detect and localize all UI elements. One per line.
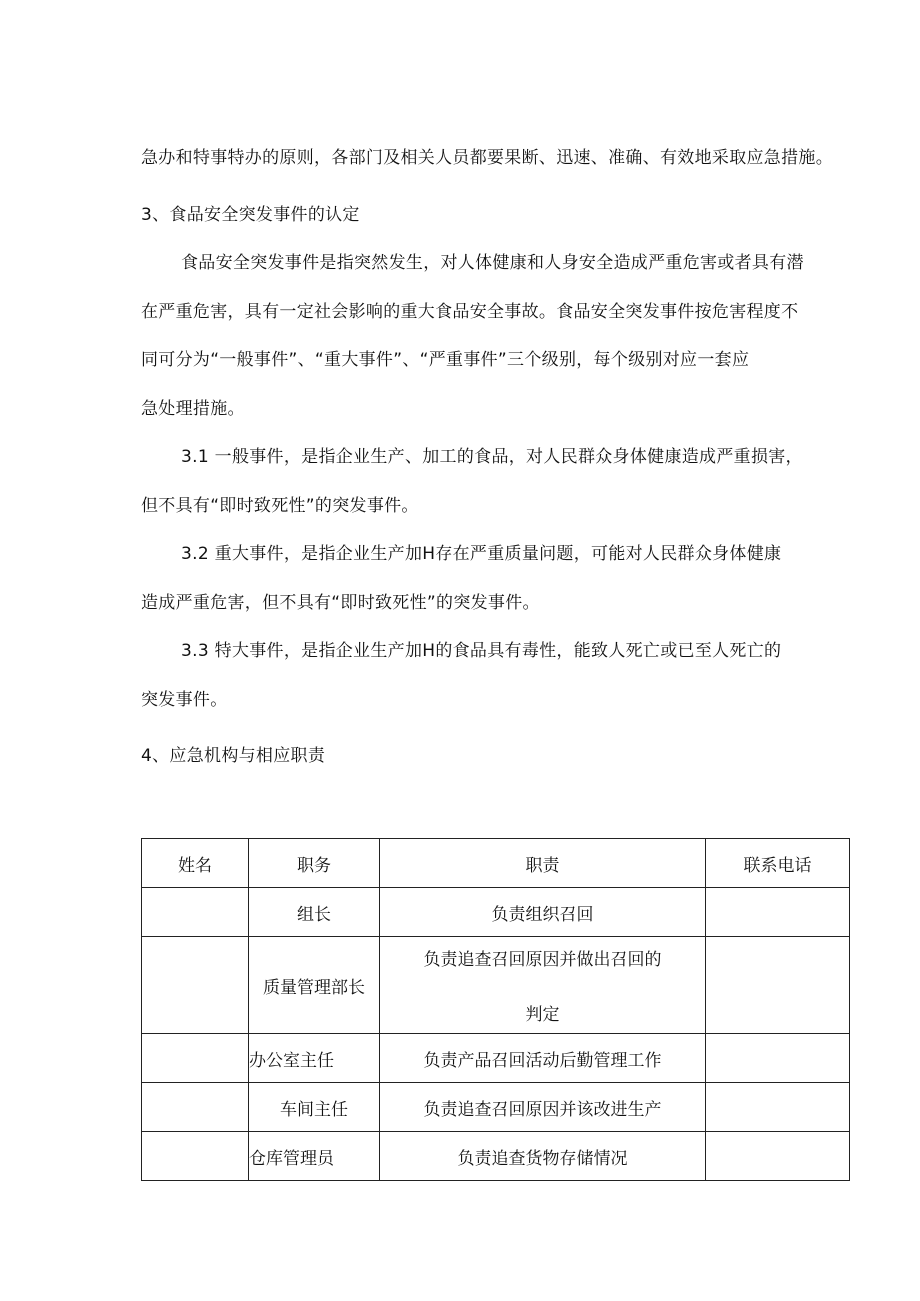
cell-duty: 负责追查货物存储情况	[380, 1132, 706, 1181]
paragraph-line-6: 急处理措施。	[141, 399, 245, 419]
cell-name	[142, 1083, 249, 1132]
header-position: 职务	[249, 839, 380, 888]
table-row	[142, 937, 850, 1034]
cell-phone	[706, 1083, 850, 1132]
table-row	[142, 1034, 850, 1083]
paragraph-line-3: 食品安全突发事件是指突然发生，对人体健康和人身安全造成严重危害或者具有潜	[181, 253, 804, 273]
paragraph-line-7: 3.1 一般事件，是指企业生产、加工的食品，对人民群众身体健康造成严重损害，	[181, 447, 803, 467]
cell-name	[142, 1034, 249, 1083]
cell-position: 车间主任	[249, 1083, 380, 1132]
cell-duty-line-2: 判定	[525, 1005, 560, 1025]
cell-position: 办公室主任	[249, 1034, 380, 1083]
section-heading-3: 3、食品安全突发事件的认定	[141, 205, 360, 225]
cell-name	[142, 888, 249, 937]
paragraph-line-5: 同可分为“一般事件”、“重大事件”、“严重事件”三个级别，每个级别对应一套应	[141, 350, 750, 370]
paragraph-line-8: 但不具有“即时致死性”的突发事件。	[141, 496, 419, 516]
header-name: 姓名	[142, 839, 249, 888]
responsibility-table	[141, 838, 850, 1181]
paragraph-line-12: 突发事件。	[141, 690, 228, 710]
cell-phone	[706, 937, 850, 1034]
table-row	[142, 1083, 850, 1132]
cell-duty: 负责追查召回原因并该改进生产	[380, 1083, 706, 1132]
paragraph-line-1: 急办和特事特办的原则，各部门及相关人员都要果断、迅速、准确、有效地采取应急措施。	[141, 148, 833, 168]
section-heading-4: 4、应急机构与相应职责	[141, 746, 326, 766]
cell-position: 质量管理部长	[249, 937, 380, 1034]
paragraph-line-10: 造成严重危害，但不具有“即时致死性”的突发事件。	[141, 593, 540, 613]
paragraph-line-9: 3.2 重大事件，是指企业生产加H存在严重质量问题，可能对人民群众身体健康	[181, 544, 782, 564]
paragraph-line-4: 在严重危害，具有一定社会影响的重大食品安全事故。食品安全突发事件按危害程度不	[141, 302, 799, 322]
paragraph-line-11: 3.3 特大事件，是指企业生产加H的食品具有毒性，能致人死亡或已至人死亡的	[181, 641, 782, 661]
table-row	[142, 1132, 850, 1181]
cell-name	[142, 937, 249, 1034]
table-row	[142, 888, 850, 937]
cell-duty	[380, 937, 706, 1034]
cell-name	[142, 1132, 249, 1181]
cell-duty-line-1: 负责追查召回原因并做出召回的	[423, 950, 662, 970]
cell-duty: 负责组织召回	[380, 888, 706, 937]
cell-duty: 负责产品召回活动后勤管理工作	[380, 1034, 706, 1083]
header-duty: 职责	[380, 839, 706, 888]
table-header-row	[142, 839, 850, 888]
header-phone: 联系电话	[706, 839, 850, 888]
cell-phone	[706, 888, 850, 937]
cell-phone	[706, 1034, 850, 1083]
cell-position: 仓库管理员	[249, 1132, 380, 1181]
cell-position: 组长	[249, 888, 380, 937]
cell-phone	[706, 1132, 850, 1181]
